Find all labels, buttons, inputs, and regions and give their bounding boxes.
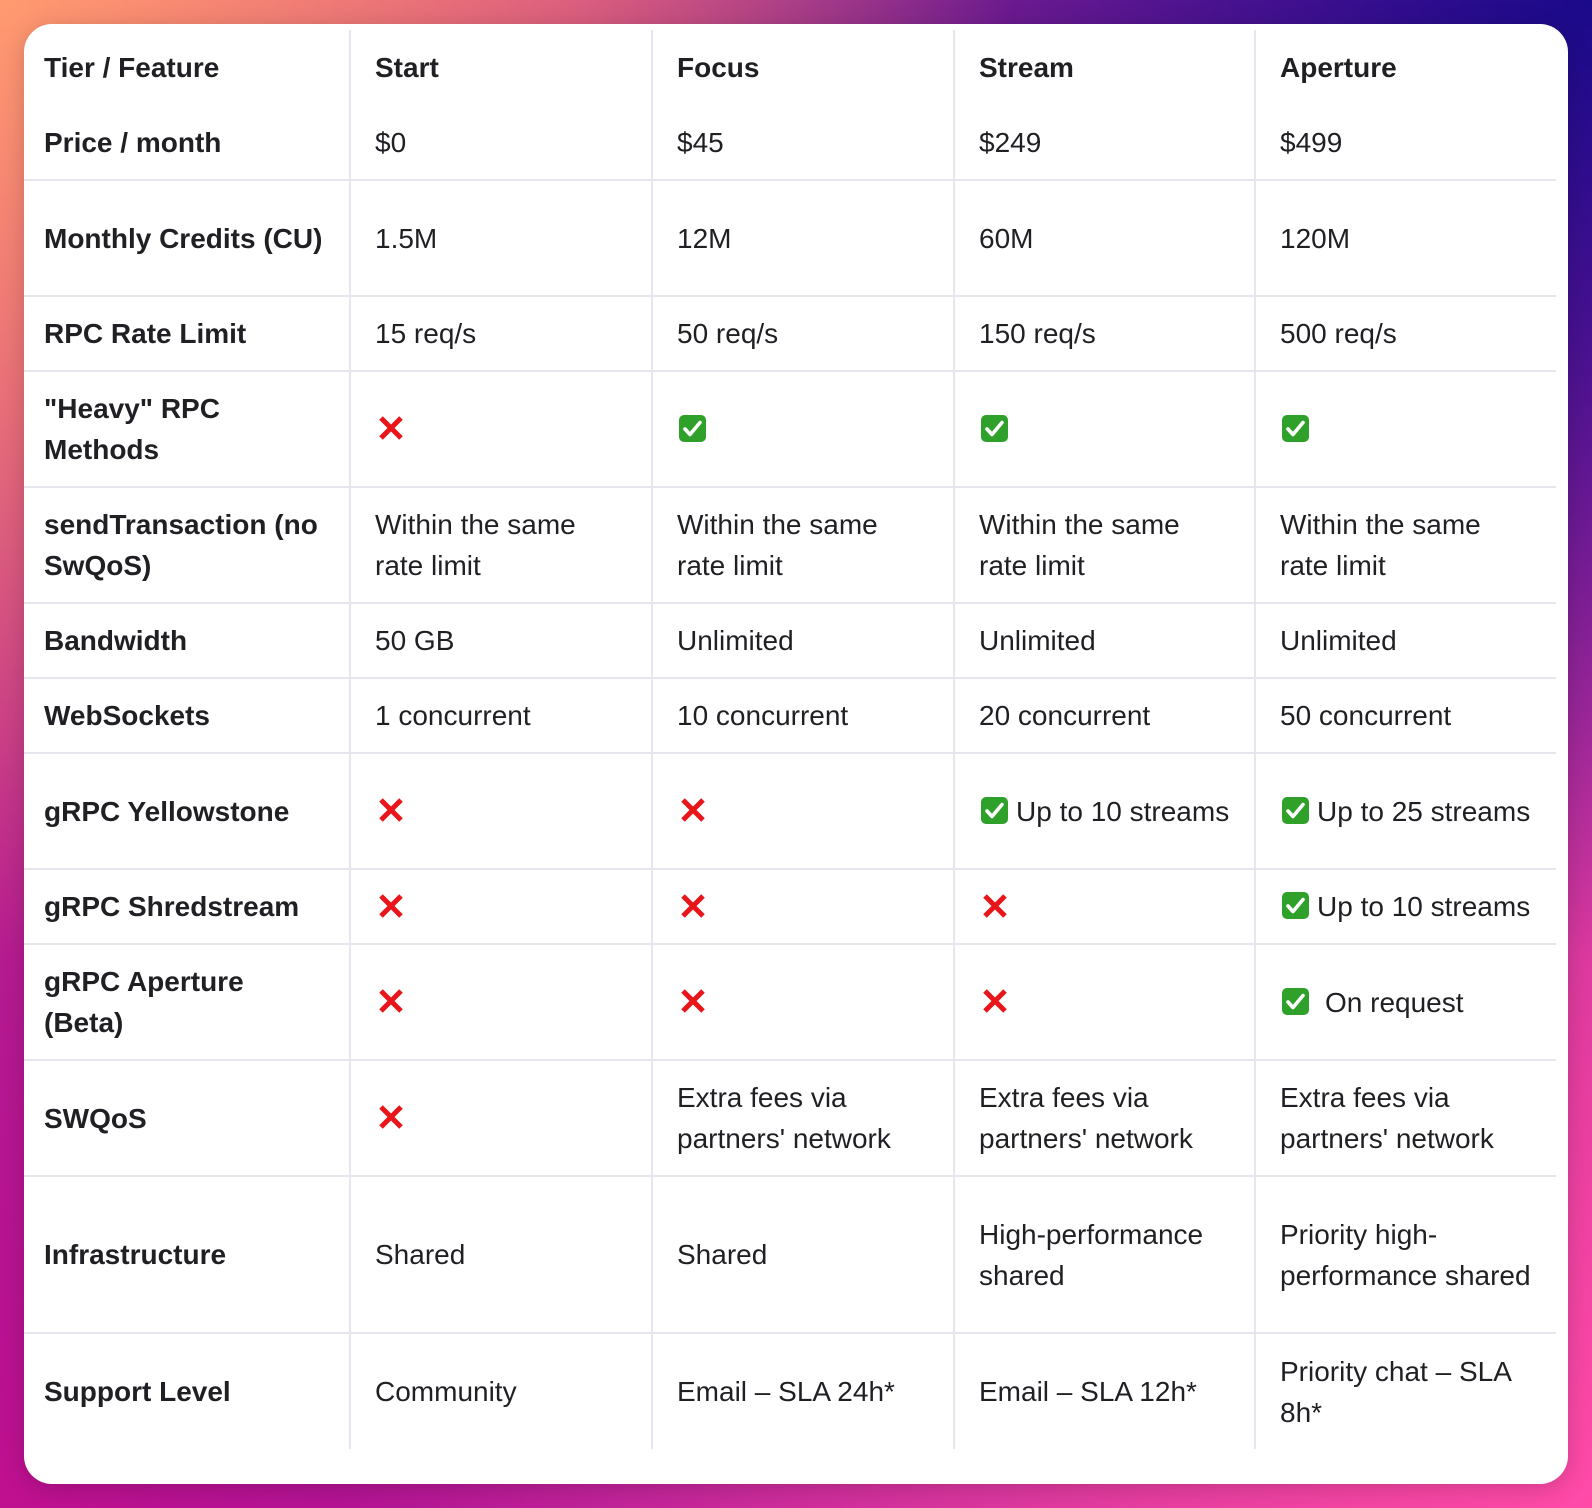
table-row xyxy=(24,296,1556,371)
cell-stream: 60M xyxy=(954,180,1255,296)
feature-label: "Heavy" RPC Methods xyxy=(24,371,350,487)
cell-focus: $45 xyxy=(652,105,954,180)
cell-focus xyxy=(652,371,954,487)
cell-stream: Email – SLA 12h* xyxy=(954,1333,1255,1449)
cell-start: 50 GB xyxy=(350,603,652,678)
table-row xyxy=(24,371,1556,487)
feature-label: Support Level xyxy=(44,1376,231,1407)
header-stream: Stream xyxy=(954,30,1255,105)
cell-start: Shared xyxy=(350,1176,652,1333)
cross-mark-icon xyxy=(377,1103,405,1131)
cell-aperture: 120M xyxy=(1255,180,1556,296)
cell-aperture: Priority chat – SLA 8h* xyxy=(1255,1333,1556,1449)
cell-aperture xyxy=(1255,869,1556,944)
feature-label: gRPC Shredstream xyxy=(24,869,350,944)
cross-mark-icon xyxy=(377,987,405,1015)
table-row xyxy=(24,180,1556,296)
cell-aperture: Unlimited xyxy=(1255,603,1556,678)
cell-aperture: Priority high-performance shared xyxy=(1255,1176,1556,1333)
feature-label: Infrastructure xyxy=(24,1176,350,1333)
cross-mark-icon xyxy=(679,796,707,824)
cell-start: Community xyxy=(350,1333,652,1449)
cell-stream: Extra fees via partners' network xyxy=(954,1060,1255,1176)
cell-start xyxy=(350,371,652,487)
cell-aperture: Within the same rate limit xyxy=(1255,487,1556,603)
cell-stream: 150 req/s xyxy=(954,296,1255,371)
cell-aperture: 500 req/s xyxy=(1255,296,1556,371)
cell-stream xyxy=(954,869,1255,944)
cell-focus: Unlimited xyxy=(652,603,954,678)
cell-start xyxy=(350,753,652,869)
cell-focus: Shared xyxy=(652,1176,954,1333)
cell-text: Up to 10 streams xyxy=(1016,795,1230,827)
table-row xyxy=(24,487,1556,603)
cell-stream: Unlimited xyxy=(954,603,1255,678)
cell-stream: Within the same rate limit xyxy=(954,487,1255,603)
cell-aperture: Extra fees via partners' network xyxy=(1255,1060,1556,1176)
table-row xyxy=(24,1333,1556,1449)
table-row xyxy=(24,1176,1556,1333)
table-row xyxy=(24,603,1556,678)
check-mark-button-icon xyxy=(679,415,706,442)
cell-text: Up to 25 streams xyxy=(1317,795,1531,827)
cell-start xyxy=(350,869,652,944)
feature-label: WebSockets xyxy=(24,678,350,753)
check-mark-button-icon xyxy=(1282,892,1309,919)
cell-aperture: $499 xyxy=(1255,105,1556,180)
cell-start: 1 concurrent xyxy=(350,678,652,753)
table-header-row xyxy=(24,30,1556,105)
cross-mark-icon xyxy=(981,987,1009,1015)
cell-stream xyxy=(954,753,1255,869)
cell-text: Up to 10 streams xyxy=(1317,891,1531,922)
cell-start: $0 xyxy=(350,105,652,180)
feature-label: Bandwidth xyxy=(24,603,350,678)
pricing-card xyxy=(24,24,1568,1484)
cell-text: On request xyxy=(1325,986,1464,1018)
header-start: Start xyxy=(350,30,652,105)
cell-start: 1.5M xyxy=(350,180,652,296)
cell-start xyxy=(350,1060,652,1176)
cell-focus: 10 concurrent xyxy=(652,678,954,753)
cell-start xyxy=(350,944,652,1060)
cell-stream xyxy=(954,371,1255,487)
cell-focus: Email – SLA 24h* xyxy=(652,1333,954,1449)
cross-mark-icon xyxy=(679,987,707,1015)
cell-focus: Within the same rate limit xyxy=(652,487,954,603)
table-row xyxy=(24,753,1556,869)
cross-mark-icon xyxy=(679,892,707,920)
cell-start: Within the same rate limit xyxy=(350,487,652,603)
feature-label: sendTransaction (no SwQoS) xyxy=(24,487,350,603)
cell-aperture xyxy=(1255,753,1556,869)
cross-mark-icon xyxy=(377,414,405,442)
table-row xyxy=(24,678,1556,753)
feature-label: gRPC Yellowstone xyxy=(24,753,350,869)
table-row xyxy=(24,869,1556,944)
cross-mark-icon xyxy=(981,892,1009,920)
cell-aperture xyxy=(1255,371,1556,487)
cross-mark-icon xyxy=(377,796,405,824)
table-row xyxy=(24,944,1556,1060)
check-mark-button-icon xyxy=(981,797,1008,824)
check-mark-button-icon xyxy=(981,415,1008,442)
header-aperture: Aperture xyxy=(1255,30,1556,105)
cell-stream: High-performance shared xyxy=(954,1176,1255,1333)
check-mark-button-icon xyxy=(1282,415,1309,442)
cell-focus: Extra fees via partners' network xyxy=(652,1060,954,1176)
header-focus: Focus xyxy=(652,30,954,105)
feature-label: Monthly Credits (CU) xyxy=(24,180,350,296)
pricing-comparison-table xyxy=(24,30,1556,1449)
feature-label: SWQoS xyxy=(24,1060,350,1176)
feature-label: RPC Rate Limit xyxy=(24,296,350,371)
cell-start: 15 req/s xyxy=(350,296,652,371)
cell-focus: 50 req/s xyxy=(652,296,954,371)
feature-label: gRPC Aperture (Beta) xyxy=(24,944,350,1060)
cell-stream xyxy=(954,944,1255,1060)
table-row xyxy=(24,1060,1556,1176)
check-mark-button-icon xyxy=(1282,988,1309,1015)
cell-aperture xyxy=(1255,944,1556,1060)
cell-stream: 20 concurrent xyxy=(954,678,1255,753)
cross-mark-icon xyxy=(377,892,405,920)
cell-aperture: 50 concurrent xyxy=(1255,678,1556,753)
cell-focus xyxy=(652,944,954,1060)
cell-stream: $249 xyxy=(954,105,1255,180)
feature-label: Price / month xyxy=(24,105,350,180)
cell-focus: 12M xyxy=(652,180,954,296)
table-row xyxy=(24,105,1556,180)
cell-focus xyxy=(652,869,954,944)
check-mark-button-icon xyxy=(1282,797,1309,824)
header-tier-feature: Tier / Feature xyxy=(44,52,220,83)
cell-focus xyxy=(652,753,954,869)
